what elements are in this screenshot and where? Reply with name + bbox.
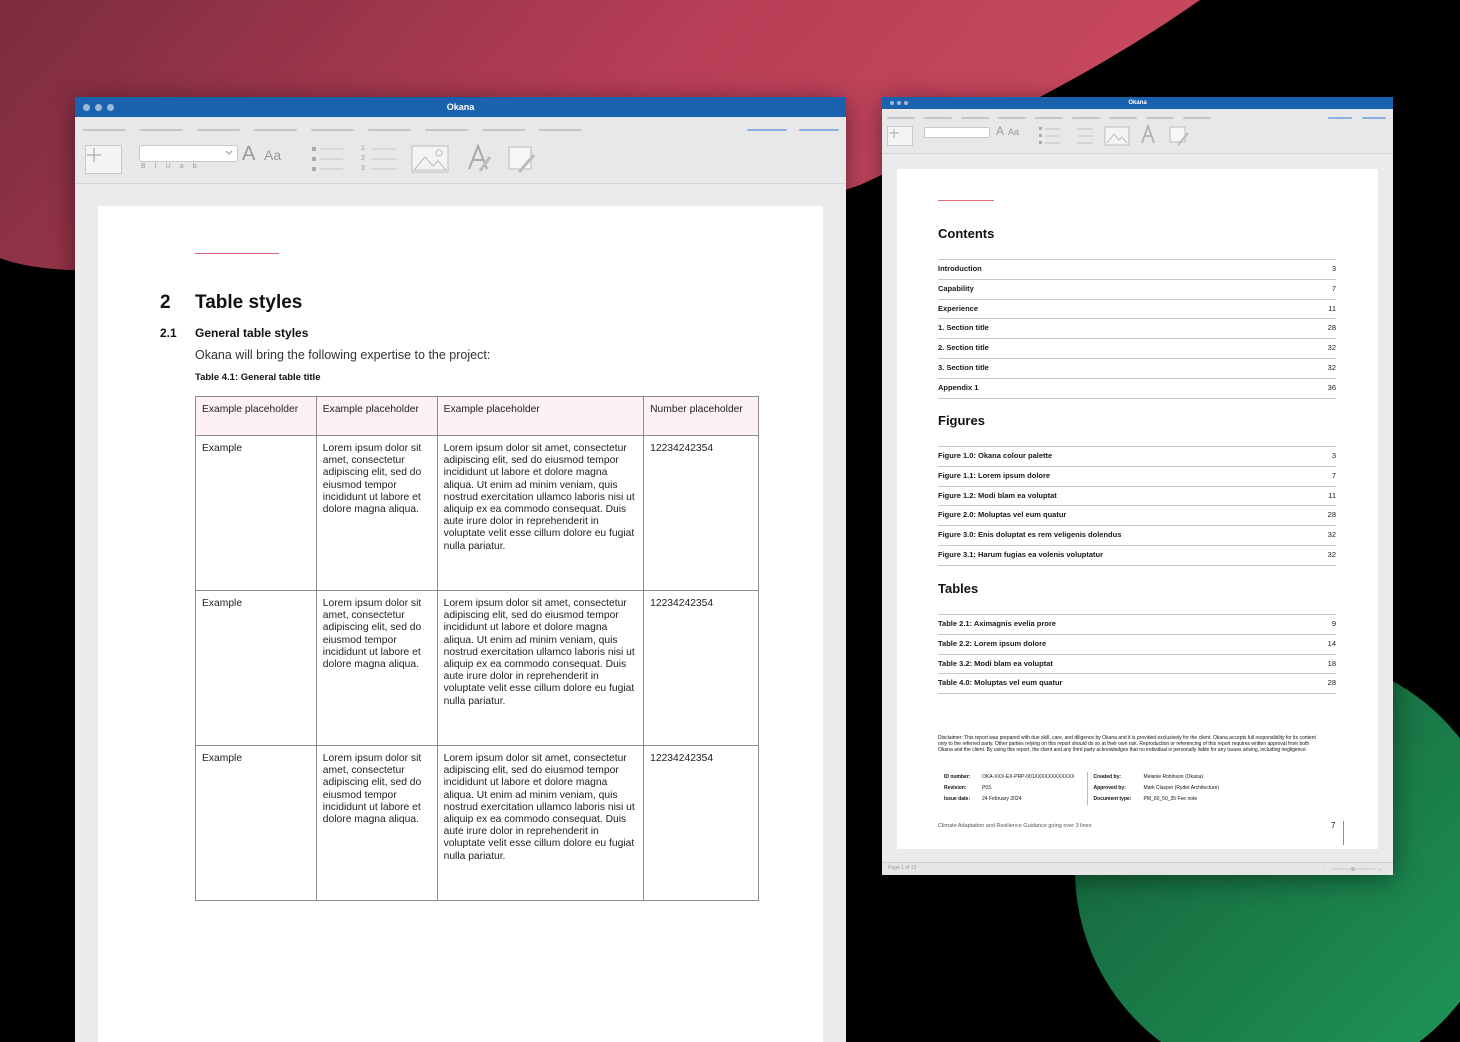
ribbon-tab[interactable] xyxy=(368,129,411,131)
meta-label: Issue date: xyxy=(944,796,971,802)
toc-entry[interactable] xyxy=(938,505,1336,525)
numbered-list-icon[interactable] xyxy=(361,144,365,174)
table-row xyxy=(196,436,759,591)
text-format-buttons[interactable] xyxy=(141,163,205,170)
meta-value: Mark Clasper (Ryder Architecture) xyxy=(1143,785,1220,791)
table-cell: Example xyxy=(196,746,317,901)
page-heading: Table styles xyxy=(195,292,303,313)
styles-pane-icon[interactable] xyxy=(507,145,537,175)
italic-icon[interactable]: I xyxy=(154,163,166,170)
new-document-button[interactable] xyxy=(887,126,913,146)
toc-entry[interactable] xyxy=(938,338,1336,358)
toc-page: 36 xyxy=(1327,382,1336,392)
svg-text:–: – xyxy=(1323,867,1326,872)
table-row xyxy=(196,746,759,901)
toc-page: 32 xyxy=(1327,530,1336,540)
meta-value: P03. xyxy=(982,785,993,791)
disclaimer-text: Disclaimer: This report was prepared with due skill, care, and diligence by Okana and it is provided exclusively for the client. Okana accepts full responsibility for its content only to the referred party. Other parties relying on this report should do so at their own risk. Reproduction or referencing of this report requires written approval from both Okana and the client. By using this report, the client and any third party acknowledges that no individual is personally liable for any issues arising, including negligence. xyxy=(938,735,1316,754)
page-count-status[interactable]: Page 1 of 13 xyxy=(888,865,917,871)
contents-heading: Contents xyxy=(938,226,995,241)
ribbon-tab[interactable] xyxy=(998,117,1026,119)
toc-entry[interactable] xyxy=(938,634,1336,654)
table-cell: 12234242354 xyxy=(644,591,759,746)
toc-page: 3 xyxy=(1331,451,1336,460)
contents-page[interactable] xyxy=(897,169,1378,849)
toc-page: 32 xyxy=(1327,343,1336,353)
close-window-button[interactable] xyxy=(890,101,894,105)
zoom-window-button[interactable] xyxy=(904,101,908,105)
toc-label: Figure 3.0: Enis doluptat es rem veligenis dolendus xyxy=(938,530,1122,540)
meta-label: Approved by: xyxy=(1093,785,1126,791)
plus-icon xyxy=(86,146,121,173)
page-footer-text: Climate Adaptation and Resilience Guidance going over 3 lines xyxy=(938,823,1092,829)
share-tab[interactable] xyxy=(747,129,787,131)
ribbon-tab[interactable] xyxy=(961,117,989,119)
contents-document-window xyxy=(882,97,1393,875)
toc-label: Figure 1.2: Modi blam ea voluptat xyxy=(938,490,1057,500)
ribbon-tab[interactable] xyxy=(83,129,126,131)
change-case-icon[interactable]: Aa xyxy=(1008,127,1020,137)
toc-label: Figure 1.1: Lorem ipsum dolore xyxy=(938,470,1051,480)
font-selector[interactable] xyxy=(139,145,238,162)
toc-label: Appendix 1 xyxy=(938,382,979,392)
ribbon-tab[interactable] xyxy=(311,129,354,131)
meta-value: PM_60_50_35 Fee note xyxy=(1143,796,1198,802)
toc-page: 28 xyxy=(1327,323,1336,333)
toc-label: Table 4.0: Moluptas vel eum quatur xyxy=(938,678,1063,688)
toc-label: Capability xyxy=(938,283,974,293)
ribbon-tab[interactable] xyxy=(1109,117,1137,119)
toc-page: 18 xyxy=(1327,658,1336,668)
table-row xyxy=(196,591,759,746)
page-number: 7 xyxy=(1331,821,1336,830)
numbered-list-icon[interactable] xyxy=(1072,126,1094,146)
text-style-icon[interactable] xyxy=(1140,124,1158,146)
toc-page: 11 xyxy=(1328,490,1336,500)
zoom-slider[interactable] xyxy=(1323,866,1383,872)
toc-label: Experience xyxy=(938,303,979,313)
table-cell: Lorem ipsum dolor sit amet, consectetur adipiscing elit, sed do eiusmod tempor incididunt ut labore et dolore magna aliqua. xyxy=(316,436,437,591)
toc-page: 32 xyxy=(1327,362,1336,372)
toc-label: 3. Section title xyxy=(938,362,989,372)
share-tab[interactable] xyxy=(1328,117,1352,119)
table-cell: Lorem ipsum dolor sit amet, consectetur adipiscing elit, sed do eiusmod tempor incididunt ut labore et dolore magna aliqua. Ut enim ad minim veniam, quis nostrud exercitation ullamco laboris nisi ut aliquip ex ea commodo consequat. Duis aute irure dolor in reprehenderit in voluptate velit esse cillum dolore eu fugiat nulla pariatur. xyxy=(437,746,644,901)
ribbon-tabs xyxy=(83,129,596,131)
toc-entry[interactable] xyxy=(938,358,1336,378)
bullet-list-icon[interactable] xyxy=(1038,126,1062,146)
toc-entry[interactable] xyxy=(938,673,1336,694)
meta-value: 24 February 2024 xyxy=(982,796,1022,802)
toc-page: 32 xyxy=(1327,549,1336,559)
status-bar xyxy=(882,862,1393,875)
insert-image-icon[interactable] xyxy=(411,145,449,173)
toc-entry[interactable] xyxy=(938,654,1336,674)
window-title: Okana xyxy=(446,102,475,112)
toc-entry[interactable] xyxy=(938,614,1336,634)
insert-image-icon[interactable] xyxy=(1104,126,1130,146)
subheading: General table styles xyxy=(195,326,309,340)
toc-page: 28 xyxy=(1327,678,1336,688)
accent-rule xyxy=(938,200,994,201)
new-document-button[interactable] xyxy=(85,145,122,174)
styles-pane-icon[interactable] xyxy=(1169,126,1189,146)
document-page[interactable] xyxy=(98,206,823,1042)
meta-value: OKA-XXX-EX-PRP-001XXXXXXXXXXXX xyxy=(982,774,1075,780)
toc-entry[interactable] xyxy=(938,259,1336,279)
toc-entry[interactable] xyxy=(938,279,1336,299)
toc-label: Table 2.1: Aximagnis evelia prore xyxy=(938,619,1056,628)
change-case-icon[interactable]: Aa xyxy=(264,147,282,163)
document-metadata xyxy=(938,772,1231,805)
table-cell: Lorem ipsum dolor sit amet, consectetur adipiscing elit, sed do eiusmod tempor incididunt ut labore et dolore magna aliqua. Ut enim ad minim veniam, quis nostrud exercitation ullamco laboris nisi ut aliquip ex ea commodo consequat. Duis aute irure dolor in reprehenderit in voluptate velit esse cillum dolore eu fugiat nulla pariatur. xyxy=(437,591,644,746)
toc-entry[interactable] xyxy=(938,486,1336,506)
ribbon-toolbar xyxy=(75,117,846,184)
toc-entry[interactable] xyxy=(938,378,1336,399)
figures-heading: Figures xyxy=(938,413,985,428)
numbered-list-label: 1 xyxy=(361,145,365,152)
bullet-list-icon[interactable] xyxy=(311,145,345,173)
ribbon-tab[interactable] xyxy=(1146,117,1174,119)
toc-entry[interactable] xyxy=(938,318,1336,338)
table-cell: Lorem ipsum dolor sit amet, consectetur adipiscing elit, sed do eiusmod tempor incididunt ut labore et dolore magna aliqua. Ut enim ad minim veniam, quis nostrud exercitation ullamco laboris nisi ut aliquip ex ea commodo consequat. Duis aute irure dolor in reprehenderit in voluptate velit esse cillum dolore eu fugiat nulla pariatur. xyxy=(437,436,644,591)
meta-label: Revision: xyxy=(944,785,967,791)
toc-label: Figure 2.0: Moluptas vel eum quatur xyxy=(938,510,1067,520)
table-header-cell: Example placeholder xyxy=(316,397,437,436)
plus-icon xyxy=(888,127,912,145)
general-table xyxy=(195,396,759,901)
toc-page: 11 xyxy=(1328,303,1336,313)
table-cell: Lorem ipsum dolor sit amet, consectetur adipiscing elit, sed do eiusmod tempor incididunt ut labore et dolore magna aliqua. xyxy=(316,591,437,746)
toc-label: Table 2.2: Lorem ipsum dolore xyxy=(938,638,1047,648)
bold-icon[interactable]: B xyxy=(141,163,155,170)
ribbon-tab[interactable] xyxy=(924,117,952,119)
ribbon-tab[interactable] xyxy=(197,129,240,131)
ribbon-tabs xyxy=(887,117,1220,119)
comments-tab[interactable] xyxy=(799,129,839,131)
numbered-list-lines xyxy=(370,145,398,173)
table-header-row xyxy=(196,397,759,436)
table-cell: Lorem ipsum dolor sit amet, consectetur adipiscing elit, sed do eiusmod tempor incididunt ut labore et dolore magna aliqua. xyxy=(316,746,437,901)
meta-value: Melanie Robinson (Okana) xyxy=(1143,774,1204,780)
numbered-list-label: 3 xyxy=(361,165,365,172)
intro-paragraph: Okana will bring the following expertise to the project: xyxy=(195,348,491,362)
strikethrough-icon[interactable]: ab xyxy=(179,163,206,170)
minimize-window-button[interactable] xyxy=(95,104,102,111)
toc-label: 2. Section title xyxy=(938,343,989,353)
ribbon-tab[interactable] xyxy=(140,129,183,131)
tables-list xyxy=(938,614,1336,694)
ribbon-tab[interactable] xyxy=(887,117,915,119)
ribbon-tab[interactable] xyxy=(254,129,297,131)
toc-entry[interactable] xyxy=(938,299,1336,319)
ribbon-tab[interactable] xyxy=(1072,117,1100,119)
toc-label: Figure 3.1: Harum fugias ea volenis voluptatur xyxy=(938,549,1104,559)
subheading-number: 2.1 xyxy=(160,326,177,340)
ribbon-toolbar xyxy=(882,109,1393,154)
table-cell: Example xyxy=(196,436,317,591)
table-cell: 12234242354 xyxy=(644,746,759,901)
toc-label: Introduction xyxy=(938,264,982,273)
figures-list xyxy=(938,446,1336,566)
table-header-cell: Example placeholder xyxy=(196,397,317,436)
window-controls xyxy=(83,97,119,117)
toc-page: 9 xyxy=(1331,619,1336,628)
ribbon-tab[interactable] xyxy=(425,129,468,131)
main-title-bar xyxy=(75,97,846,117)
contents-list xyxy=(938,259,1336,399)
meta-label: Document type: xyxy=(1093,796,1132,802)
table-header-cell: Number placeholder xyxy=(644,397,759,436)
ribbon-tab[interactable] xyxy=(482,129,525,131)
meta-label: Created by: xyxy=(1093,774,1122,780)
font-size-icon[interactable]: A xyxy=(996,124,1005,138)
toc-page: 7 xyxy=(1331,470,1336,480)
chevron-down-icon xyxy=(225,150,233,156)
main-document-window xyxy=(75,97,846,1042)
toc-page: 14 xyxy=(1327,638,1336,648)
font-size-icon[interactable]: A xyxy=(242,143,256,165)
toc-label: Figure 1.0: Okana colour palette xyxy=(938,451,1053,460)
table-caption: Table 4.1: General table title xyxy=(195,372,321,383)
toc-label: Table 3.2: Modi blam ea voluptat xyxy=(938,658,1053,668)
minimize-window-button[interactable] xyxy=(897,101,901,105)
comments-tab[interactable] xyxy=(1362,117,1386,119)
heading-number: 2 xyxy=(160,292,171,313)
toc-entry[interactable] xyxy=(938,446,1336,466)
close-window-button[interactable] xyxy=(83,104,90,111)
meta-label: ID number: xyxy=(944,774,971,780)
table-header-cell: Example placeholder xyxy=(437,397,644,436)
table-cell: 12234242354 xyxy=(644,436,759,591)
underline-icon[interactable]: U xyxy=(165,163,180,170)
zoom-window-button[interactable] xyxy=(107,104,114,111)
svg-text:+: + xyxy=(1378,867,1381,872)
toc-entry[interactable] xyxy=(938,545,1336,566)
accent-rule xyxy=(195,253,279,254)
side-title-bar xyxy=(882,97,1393,109)
toc-label: 1. Section title xyxy=(938,323,989,333)
page-number-rule xyxy=(1343,821,1344,845)
toc-entry[interactable] xyxy=(938,525,1336,545)
toc-page: 3 xyxy=(1331,264,1336,273)
ribbon-tab[interactable] xyxy=(1183,117,1211,119)
metadata-column xyxy=(938,772,1075,805)
tables-heading: Tables xyxy=(938,581,979,596)
toc-page: 28 xyxy=(1327,510,1336,520)
font-selector[interactable] xyxy=(924,127,990,138)
toc-page: 7 xyxy=(1331,283,1336,293)
ribbon-tab[interactable] xyxy=(539,129,582,131)
window-controls xyxy=(890,97,911,109)
window-title: Okana xyxy=(1128,100,1147,106)
table-cell: Example xyxy=(196,591,317,746)
text-style-icon[interactable] xyxy=(466,143,492,173)
ribbon-tab[interactable] xyxy=(1035,117,1063,119)
numbered-list-label: 2 xyxy=(361,155,365,162)
toc-entry[interactable] xyxy=(938,466,1336,486)
metadata-column xyxy=(1087,772,1220,805)
